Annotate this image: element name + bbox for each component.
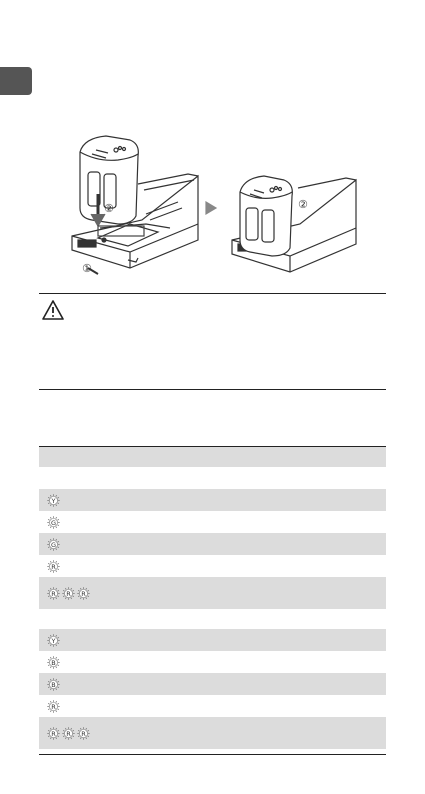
table-row: [39, 555, 386, 577]
led-indicator-icon: [62, 727, 75, 740]
table-row: [39, 577, 386, 609]
battery-insertion-illustration: [58, 128, 378, 280]
step-2-label-right: ②: [298, 198, 308, 211]
led-indicator-icon: [62, 587, 75, 600]
led-indicator-icon: [47, 656, 60, 669]
led-letter: G: [50, 518, 57, 527]
step-2-label: ②: [104, 202, 114, 215]
step-1-label: ①: [82, 262, 92, 275]
led-letter: R: [51, 729, 56, 738]
chapter-tab: [0, 67, 32, 95]
led-indicator-icon: [47, 678, 60, 691]
warning-triangle-icon: [42, 300, 64, 320]
led-indicator-icon: [47, 587, 60, 600]
table-row: [39, 489, 386, 511]
led-letter: R: [51, 589, 56, 598]
led-letter: R: [51, 562, 56, 571]
led-indicator-icon: [47, 494, 60, 507]
led-indicator-icon: [77, 727, 90, 740]
led-indicator-icon: [47, 634, 60, 647]
table-row: [39, 511, 386, 533]
led-indicator-icon: [47, 560, 60, 573]
table-row: [39, 695, 386, 717]
table-row: [39, 447, 386, 467]
warning-top-rule: [39, 293, 386, 294]
led-indicator-icon: [47, 727, 60, 740]
led-letter: R: [81, 729, 86, 738]
table-row: [39, 609, 386, 629]
led-letter: R: [51, 702, 56, 711]
table-row: [39, 673, 386, 695]
led-indicator-icon: [47, 516, 60, 529]
table-row: [39, 533, 386, 555]
led-indicator-icon: [47, 700, 60, 713]
led-status-table: [39, 446, 386, 749]
table-bottom-rule: [39, 754, 386, 755]
led-letter: R: [81, 589, 86, 598]
led-indicator-icon: [77, 587, 90, 600]
table-row: [39, 717, 386, 749]
led-letter: R: [66, 589, 71, 598]
table-row: [39, 467, 386, 489]
led-letter: G: [50, 540, 57, 549]
led-letter: Y: [51, 496, 56, 505]
warning-bottom-rule: [39, 389, 386, 390]
led-letter: Y: [51, 636, 56, 645]
led-letter: R: [66, 729, 71, 738]
led-indicator-icon: [47, 538, 60, 551]
table-row: [39, 651, 386, 673]
led-letter: B: [51, 658, 56, 667]
led-letter: B: [51, 680, 56, 689]
table-row: [39, 629, 386, 651]
